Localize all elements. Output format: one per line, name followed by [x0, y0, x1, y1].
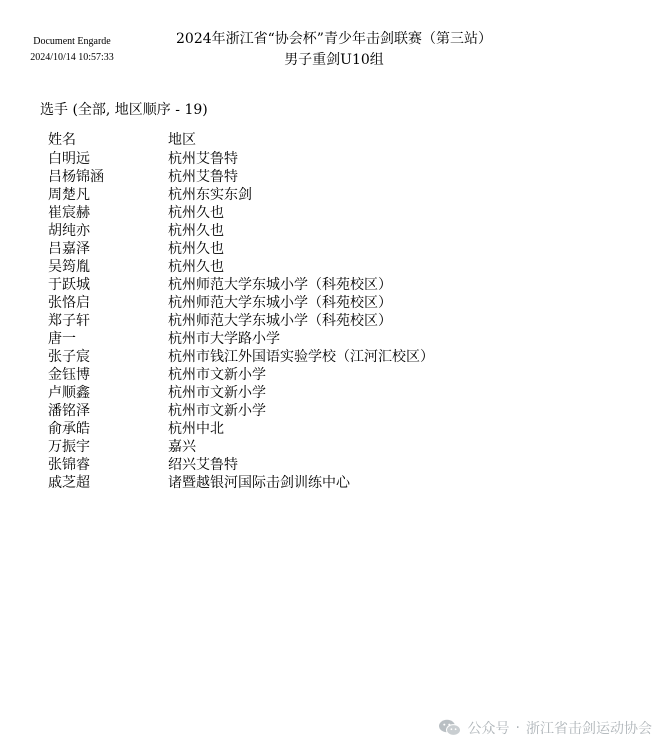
fencer-name: 胡纯亦 — [48, 223, 90, 239]
fencer-name: 唐一 — [48, 331, 76, 347]
section-label: 选手 (全部, 地区顺序 - 19) — [40, 102, 208, 118]
fencer-region: 杭州久也 — [168, 223, 224, 239]
fencer-name: 吕嘉泽 — [48, 241, 90, 257]
fencer-name: 张子宸 — [48, 349, 90, 365]
fencer-region: 杭州东实东剑 — [168, 187, 252, 203]
fencer-region: 杭州艾鲁特 — [168, 151, 238, 167]
fencer-name: 卢顺鑫 — [48, 385, 90, 401]
fencer-name: 白明远 — [48, 151, 90, 167]
column-header-region: 地区 — [168, 132, 196, 148]
document-software-label: Document Engarde — [33, 36, 111, 47]
fencer-name: 潘铭泽 — [48, 403, 90, 419]
fencer-name: 万振宇 — [48, 439, 90, 455]
fencer-region: 绍兴艾鲁特 — [168, 457, 238, 473]
watermark-separator: · — [515, 720, 520, 736]
fencer-name: 周楚凡 — [48, 187, 90, 203]
fencer-region: 杭州师范大学东城小学（科苑校区） — [168, 277, 392, 293]
watermark-account: 浙江省击剑运动协会 — [526, 721, 652, 737]
fencer-region: 杭州市文新小学 — [168, 385, 266, 401]
wechat-icon — [438, 719, 462, 737]
fencer-name: 张锦睿 — [48, 457, 90, 473]
fencer-region: 杭州久也 — [168, 205, 224, 221]
fencer-region: 杭州师范大学东城小学（科苑校区） — [168, 295, 392, 311]
watermark-prefix: 公众号 — [467, 721, 510, 737]
fencer-region: 杭州中北 — [168, 421, 224, 437]
fencer-name: 吴筠胤 — [48, 259, 90, 275]
fencer-region: 杭州久也 — [168, 241, 224, 257]
fencer-region: 杭州艾鲁特 — [168, 169, 238, 185]
fencer-name: 吕杨锦涵 — [48, 169, 104, 185]
event-subtitle: 男子重剑U10组 — [284, 52, 384, 68]
fencer-name: 张恪启 — [48, 295, 90, 311]
fencer-region: 杭州市钱江外国语实验学校（江河汇校区） — [168, 349, 434, 365]
fencer-region: 嘉兴 — [168, 439, 196, 455]
fencer-region: 杭州师范大学东城小学（科苑校区） — [168, 313, 392, 329]
fencer-name: 金钰博 — [48, 367, 90, 383]
watermark — [438, 718, 652, 738]
fencer-region: 杭州市文新小学 — [168, 367, 266, 383]
fencer-name: 于跃城 — [48, 277, 90, 293]
fencer-name: 郑子轩 — [48, 313, 90, 329]
fencer-region: 诸暨越银河国际击剑训练中心 — [168, 475, 350, 491]
fencer-name: 戚芝超 — [48, 475, 90, 491]
fencer-name: 俞承皓 — [48, 421, 90, 437]
fencer-region: 杭州市大学路小学 — [168, 331, 280, 347]
competition-title: 2024年浙江省“协会杯”青少年击剑联赛（第三站） — [176, 31, 492, 47]
fencer-region: 杭州市文新小学 — [168, 403, 266, 419]
document-timestamp: 2024/10/14 10:57:33 — [30, 52, 114, 63]
column-header-name: 姓名 — [48, 132, 76, 148]
fencer-region: 杭州久也 — [168, 259, 224, 275]
fencer-name: 崔宸赫 — [48, 205, 90, 221]
